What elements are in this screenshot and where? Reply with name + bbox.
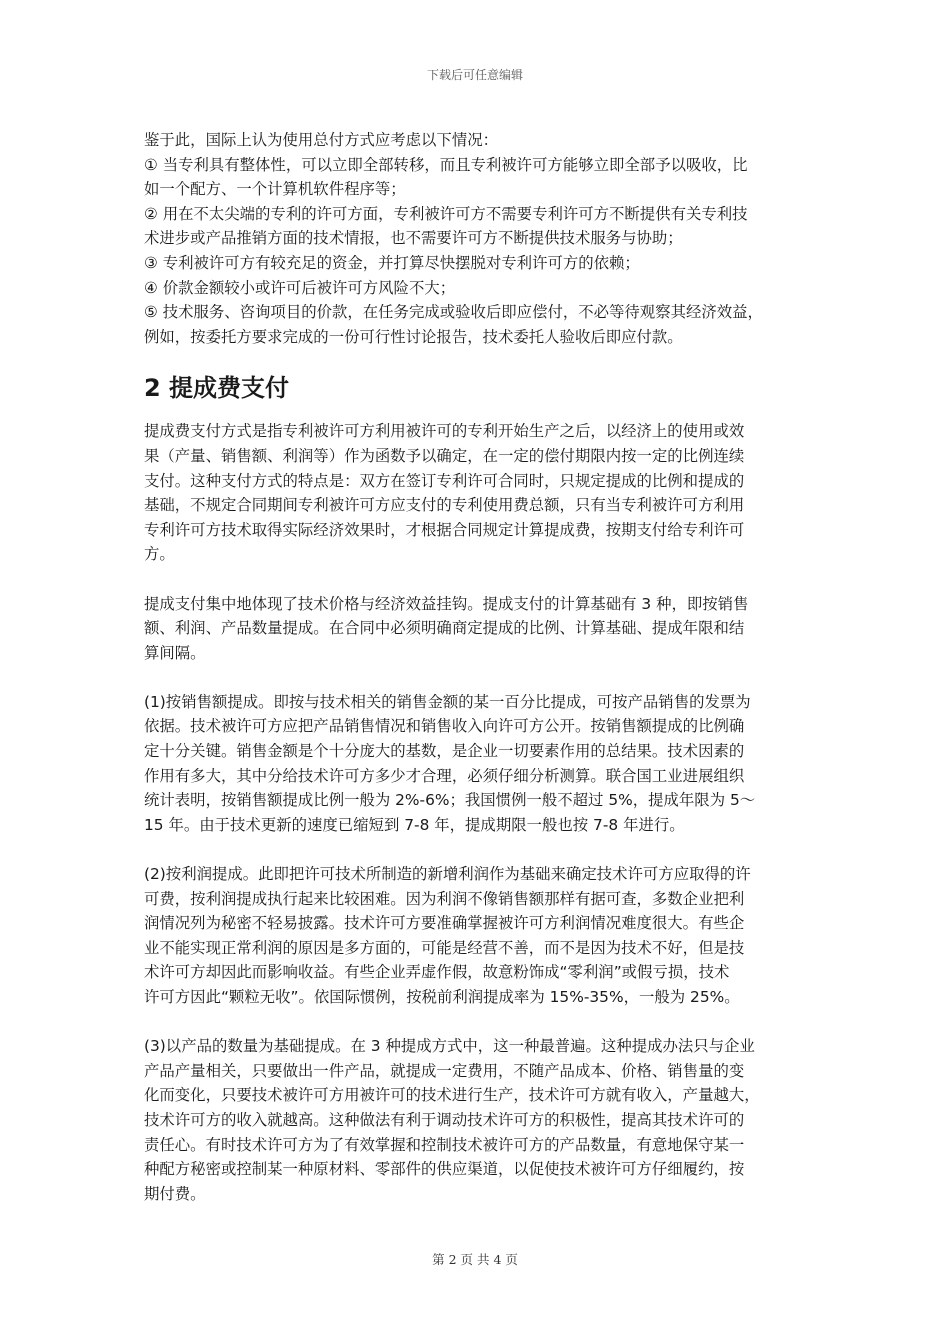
paragraph-profit-royalty [144, 862, 810, 1010]
paragraph-definition [144, 419, 810, 567]
paragraph-line: 基础，不规定合同期间专利被许可方应支付的专利使用费总额，只有当专利被许可方利用 [144, 496, 745, 515]
list-item [144, 202, 810, 251]
paragraph-line: 定十分关键。销售金额是个十分庞大的基数，是企业一切要素作用的总结果。技术因素的 [144, 742, 745, 761]
intro-block [144, 128, 810, 349]
intro-lead: 鉴于此，国际上认为使用总付方式应考虑以下情况： [144, 131, 498, 149]
section-heading: 2 提成费支付 [144, 374, 290, 403]
list-item [144, 300, 810, 349]
paragraph-line: 作用有多大，其中分给技术许可方多少才合理，必须仔细分析测算。联合国工业进展组织 [144, 766, 745, 785]
paragraph-gap [144, 567, 810, 592]
paragraph-line: 术许可方却因此而影响收益。有些企业弄虚作假，故意粉饰成“零利润”或假亏损，技术 [144, 963, 730, 982]
paragraph-line: 责任心。有时技术许可方为了有效掌握和控制技术被许可方的产品数量，有意地保守某一 [144, 1135, 745, 1154]
paragraph-line: 许可方因此“颗粒无收”。依国际惯例，按税前利润提成率为 15%-35%，一般为 25%。 [144, 988, 740, 1006]
page-header: 下载后可任意编辑 [426, 68, 523, 82]
paragraph-line: 算间隔。 [144, 643, 206, 662]
list-item-line: ② 用在不太尖端的专利的许可方面，专利被许可方不需要专利许可方不断提供有关专利技 [144, 204, 748, 223]
paragraph-line: (3)以产品的数量为基础提成。在 3 种提成方式中，这一种最普遍。这种提成办法只与企业 [144, 1037, 755, 1056]
paragraph-line: 支付。这种支付方式的特点是：双方在签订专利许可合同时，只规定提成的比例和提成的 [144, 471, 745, 490]
paragraph-line: 润情况列为秘密不轻易披露。技术许可方要准确掌握被许可方利润情况难度很大。有些企 [144, 914, 745, 933]
paragraph-line: 提成支付集中地体现了技术价格与经济效益挂钩。提成支付的计算基础有 3 种，即按销售 [144, 594, 749, 613]
list-item-line: ④ 价款金额较小或许可后被许可方风险不大； [144, 278, 456, 297]
list-item [144, 251, 810, 276]
paragraph-line: 业不能实现正常利润的原因是多方面的，可能是经营不善，而不是因为技术不好，但是技 [144, 938, 745, 957]
list-item [144, 276, 810, 301]
page-footer: 第 2 页 共 4 页 [432, 1252, 518, 1267]
paragraph-sales-royalty [144, 690, 810, 838]
paragraph-line: 果（产量、销售额、利润等）作为函数予以确定，在一定的偿付期限内按一定的比例连续 [144, 446, 745, 465]
paragraph-line: 种配方秘密或控制某一种原材料、零部件的供应渠道，以促使技术被许可方仔细履约，按 [144, 1160, 745, 1179]
paragraph-line: 依据。技术被许可方应把产品销售情况和销售收入向许可方公开。按销售额提成的比例确 [144, 717, 745, 736]
paragraph-quantity-royalty [144, 1034, 810, 1206]
list-item-line: 如一个配方、一个计算机软件程序等； [144, 180, 406, 199]
list-item-line: ① 当专利具有整体性，可以立即全部转移，而且专利被许可方能够立即全部予以吸收，比 [144, 155, 748, 174]
list-item-line: 术进步或产品推销方面的技术情报，也不需要许可方不断提供技术服务与协助； [144, 229, 683, 248]
list-item [144, 153, 810, 202]
paragraph-line: 期付费。 [144, 1184, 206, 1203]
paragraph-gap [144, 665, 810, 690]
paragraph-line: 可费，按利润提成执行起来比较困难。因为利润不像销售额那样有据可查，多数企业把利 [144, 889, 745, 908]
paragraph-line: 专利许可方技术取得实际经济效果时，才根据合同规定计算提成费，按期支付给专利许可 [144, 520, 745, 539]
list-item-line: ⑤ 技术服务、咨询项目的价款，在任务完成或验收后即应偿付，不必等待观察其经济效益， [144, 303, 763, 322]
paragraph-line: (1)按销售额提成。即按与技术相关的销售金额的某一百分比提成，可按产品销售的发票为 [144, 692, 751, 711]
paragraph-line: 统计表明，按销售额提成比例一般为 2%-6%；我国惯例一般不超过 5%，提成年限为 5～ [144, 791, 756, 810]
document-body [144, 128, 810, 1206]
paragraph-line: 提成费支付方式是指专利被许可方利用被许可的专利开始生产之后，以经济上的使用或效 [144, 422, 745, 441]
list-item-line: ③ 专利被许可方有较充足的资金，并打算尽快摆脱对专利许可方的依赖； [144, 253, 640, 272]
paragraph-line: 化而变化，只要技术被许可方用被许可的技术进行生产，技术许可方就有收入，产量越大， [144, 1086, 760, 1105]
paragraph-basis [144, 592, 810, 666]
list-item-line: 例如，按委托方要求完成的一份可行性讨论报告，技术委托人验收后即应付款。 [144, 327, 683, 346]
paragraph-line: 方。 [144, 545, 175, 564]
paragraph-line: (2)按利润提成。此即把许可技术所制造的新增利润作为基础来确定技术许可方应取得的许 [144, 865, 751, 884]
paragraph-line: 产品产量相关，只要做出一件产品，就提成一定费用，不随产品成本、价格、销售量的变 [144, 1061, 745, 1080]
paragraph-line: 额、利润、产品数量提成。在合同中必须明确商定提成的比例、计算基础、提成年限和结 [144, 619, 745, 638]
paragraph-gap [144, 1010, 810, 1035]
paragraph-gap [144, 837, 810, 862]
paragraph-line: 15 年。由于技术更新的速度已缩短到 7-8 年，提成期限一般也按 7-8 年进行。 [144, 815, 685, 834]
paragraph-line: 技术许可方的收入就越高。这种做法有利于调动技术许可方的积极性，提高其技术许可的 [144, 1110, 745, 1129]
